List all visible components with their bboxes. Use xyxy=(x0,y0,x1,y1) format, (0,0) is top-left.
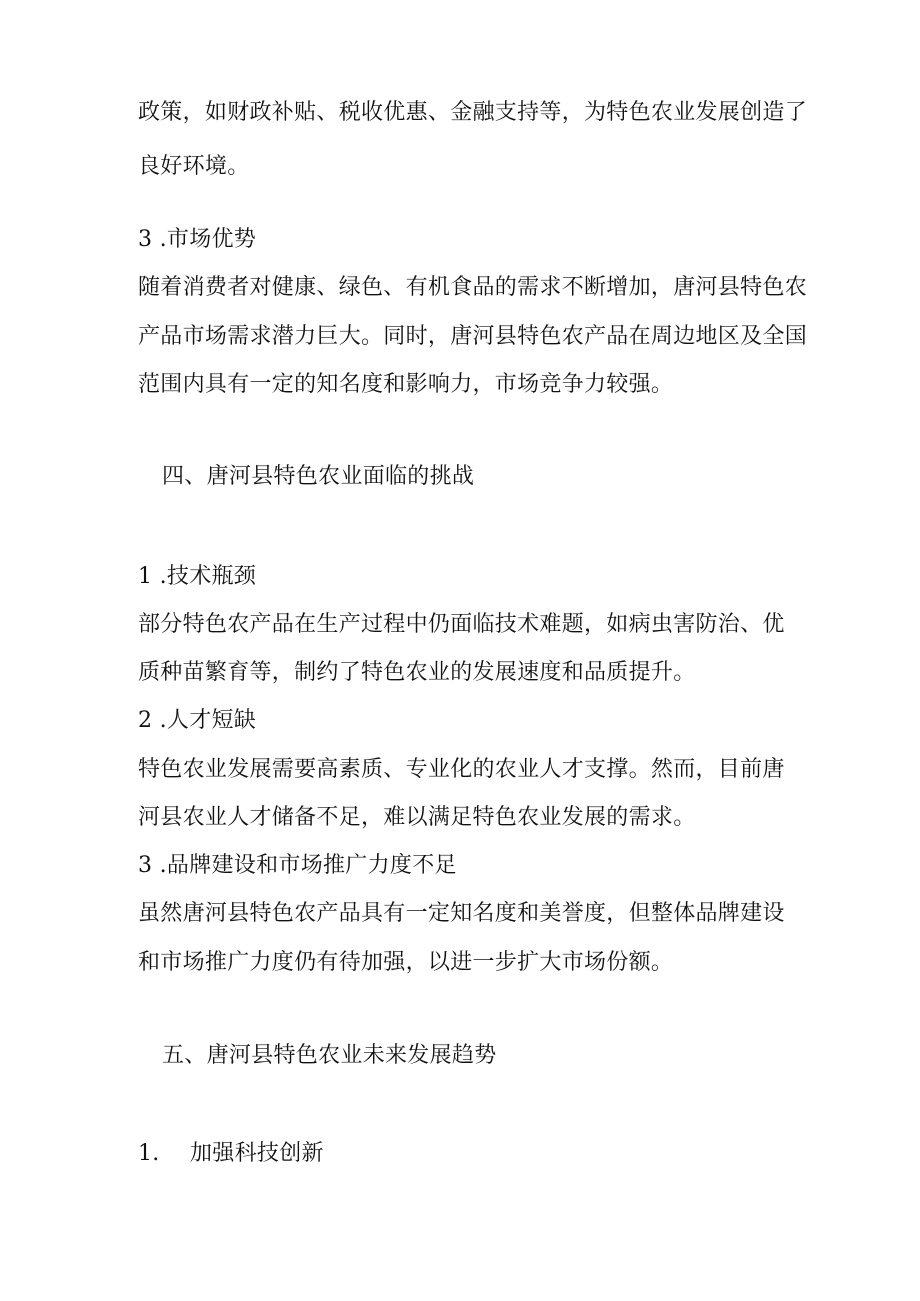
list-title: .品牌建设和市场推广力度不足 xyxy=(152,853,457,878)
paragraph-line: 和市场推广力度仍有待加强，以进一步扩大市场份额。 xyxy=(138,950,674,975)
list-item-heading xyxy=(138,225,256,255)
list-item-heading xyxy=(138,1139,324,1169)
list-title: .技术瓶颈 xyxy=(152,564,257,589)
list-title: .市场优势 xyxy=(152,227,257,252)
paragraph-line: 范围内具有一定的知名度和影响力，市场竞争力较强。 xyxy=(138,372,674,397)
paragraph-line: 质种苗繁育等，制约了特色农业的发展速度和品质提升。 xyxy=(138,660,696,685)
list-number: 3 xyxy=(138,227,153,252)
paragraph-line: 政策，如财政补贴、税收优惠、金融支持等，为特色农业发展创造了 xyxy=(138,100,808,125)
paragraph-line: 部分特色农产品在生产过程中仍面临技术难题，如病虫害防治、优 xyxy=(138,612,785,637)
list-item-heading xyxy=(138,562,256,592)
section-heading: 五、唐河县特色农业未来发展趋势 xyxy=(162,1043,497,1068)
paragraph-line: 河县农业人才储备不足，难以满足特色农业发展的需求。 xyxy=(138,805,696,830)
list-number: 1 xyxy=(138,564,153,589)
list-number: 1. xyxy=(138,1141,160,1166)
list-item-heading xyxy=(138,851,457,881)
paragraph-line: 特色农业发展需要高素质、专业化的农业人才支撑。然而，目前唐 xyxy=(138,757,785,782)
list-number: 3 xyxy=(138,853,153,878)
paragraph-line: 虽然唐河县特色农产品具有一定知名度和美誉度，但整体品牌建设 xyxy=(138,901,785,926)
paragraph-line: 良好环境。 xyxy=(138,154,250,179)
list-number: 2 xyxy=(138,708,153,733)
list-item-heading xyxy=(138,706,256,736)
section-heading: 四、唐河县特色农业面临的挑战 xyxy=(162,464,475,489)
paragraph-line: 随着消费者对健康、绿色、有机食品的需求不断增加，唐河县特色农 xyxy=(138,275,808,300)
paragraph-line: 产品市场需求潜力巨大。同时，唐河县特色农产品在周边地区及全国 xyxy=(138,324,808,349)
list-title: .人才短缺 xyxy=(152,708,257,733)
list-title: 加强科技创新 xyxy=(190,1141,324,1166)
